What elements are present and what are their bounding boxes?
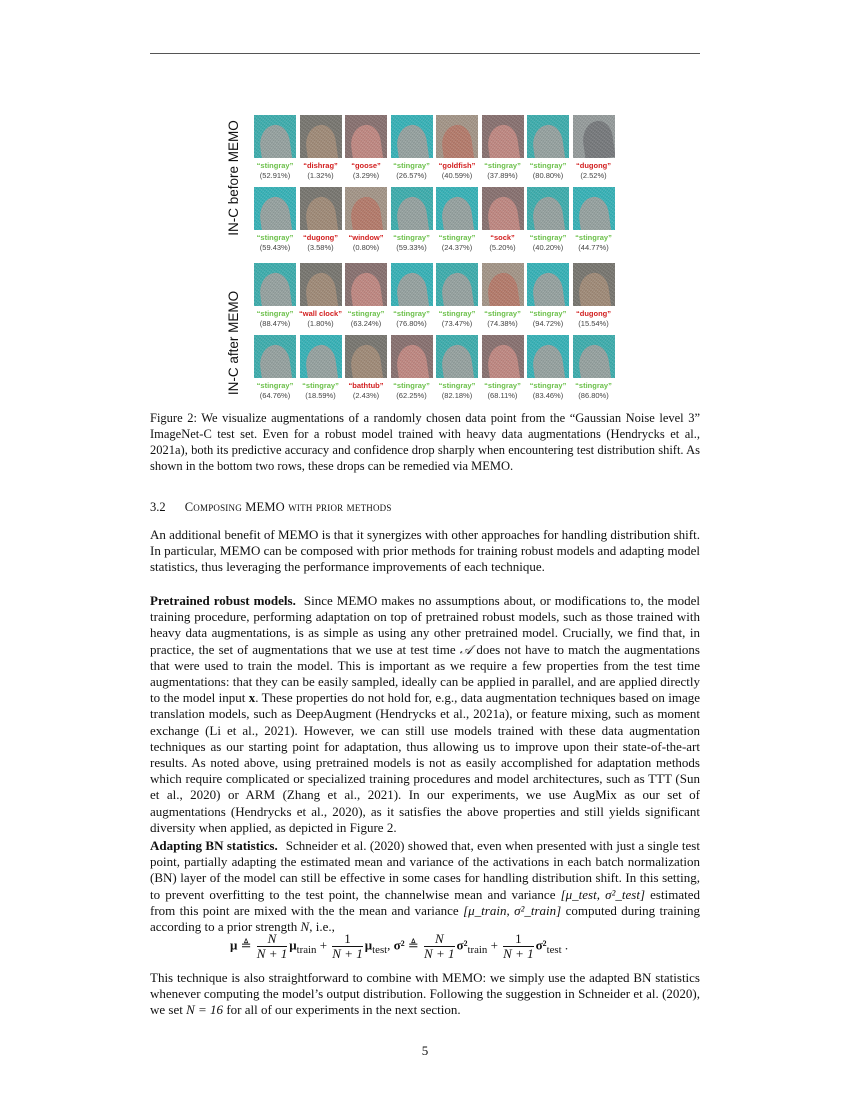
eq-frac [257,932,287,961]
prediction-label: “dugong” [303,233,338,242]
figure-caption: Figure 2: We visualize augmentations of a randomly chosen data point from the “Gaussian Noise level 3” ImageNet-C test set. Even for a robust model trained with heavy data augmentations (Hendrycks et al., 2021a), both its predictive accuracy and confidence drop sharply when encountering test distribution shift. As shown in the bottom two rows, these drops can be remedied via MEMO. [150,411,700,473]
gaussian-noise-overlay [345,335,387,378]
prediction-confidence: (83.46%) [532,391,564,400]
prediction-confidence: (64.76%) [259,391,291,400]
gaussian-noise-overlay [345,115,387,158]
prediction-confidence: (88.47%) [259,319,291,328]
eq-sigma2-test: σ² [535,937,547,953]
prediction-label: “stingray” [256,161,294,170]
augmented-image-thumbnail [391,335,433,378]
paragraph-pretrained [150,593,700,836]
augmented-image-thumbnail [436,115,478,158]
augmented-image-thumbnail [391,115,433,158]
eq-num: 1 [332,932,362,947]
eq-mu: μ [230,937,238,953]
gaussian-noise-overlay [573,187,615,230]
augmented-image-thumbnail [254,263,296,306]
prediction-label: “wall clock” [299,309,342,318]
prediction-label: “dugong” [576,309,611,318]
gaussian-noise-overlay [345,187,387,230]
eq-sub: test [372,944,388,957]
section-heading [150,500,392,515]
augmented-image-thumbnail [527,187,569,230]
augmentation-cell [391,115,433,187]
prediction-confidence: (73.47%) [441,319,473,328]
math-input-x: x [248,690,256,706]
augmented-image-thumbnail [573,187,615,230]
prediction-label: “sock” [490,233,515,242]
prediction-confidence: (59.33%) [396,243,427,252]
section-number: 3.2 [150,500,166,514]
prediction-confidence: (94.72%) [532,319,564,328]
augmentation-cell [300,335,342,407]
augmented-image-thumbnail [345,115,387,158]
augmentation-cell [345,263,387,335]
eq-mu-train: μ [289,937,297,953]
paragraph-bn [150,838,700,935]
prediction-confidence: (5.20%) [489,243,516,252]
augmented-image-thumbnail [573,335,615,378]
prediction-label: “window” [348,233,384,242]
eq-den: N + 1 [256,946,288,961]
grid-row [254,187,618,259]
gaussian-noise-overlay [254,335,296,378]
gaussian-noise-overlay [300,115,342,158]
augmentation-cell [345,335,387,407]
eq-frac [332,932,362,961]
gaussian-noise-overlay [482,335,524,378]
augmentation-cell [482,115,524,187]
prediction-label: “goldfish” [438,161,476,170]
prediction-label: “stingray” [529,233,567,242]
augmentation-cell [527,115,569,187]
text-span: Since MEMO makes no assumptions about, or modifications to, the model training procedure, performing adaptation on top of pretrained robust models, such as those trained with heavy data augmentations, is as simple as using any other pretrained model. Crucially, we find that, in practice, the set of augmentations that we use at test time [150,593,700,657]
prediction-confidence: (26.57%) [396,171,427,180]
prediction-label: “stingray” [529,381,567,390]
gaussian-noise-overlay [300,335,342,378]
augmented-image-thumbnail [391,187,433,230]
gaussian-noise-overlay [573,115,615,158]
augmented-image-thumbnail [300,187,342,230]
augmented-image-thumbnail [436,263,478,306]
eq-comma: , [387,937,391,953]
grid-row [254,263,618,335]
paragraph-combine [150,970,700,1019]
augmentation-cell [300,187,342,259]
eq-sigma2-train: σ² [456,937,468,953]
section-title: Composing MEMO with prior methods [184,500,392,514]
prediction-confidence: (3.29%) [352,171,380,180]
eq-den: N + 1 [503,946,534,961]
gaussian-noise-overlay [391,187,433,230]
text-span: does not have to match the augmentations that were used to train the model. This is important as we require a few properties from the test time augmentations: that they can be easily sampled, ideally can be applied in parallel, and are applied directly to the model input [150,641,700,706]
prediction-confidence: (44.77%) [578,243,609,252]
gaussian-noise-overlay [573,263,615,306]
augmentation-cell [391,263,433,335]
text-span: estimated from this point are mixed with the the mean and variance [150,886,700,918]
math-train-stats: [μ_train, σ²_train] [463,902,562,918]
text-span: for all of our experiments in the next section. [223,1002,461,1018]
figure-2 [225,112,625,402]
eq-frac [503,932,533,961]
prediction-label: “stingray” [347,309,385,318]
gaussian-noise-overlay [482,115,524,158]
augmentation-cell [300,263,342,335]
prediction-label: “stingray” [529,161,567,170]
gaussian-noise-overlay [391,263,433,306]
prediction-confidence: (52.91%) [259,171,291,180]
prediction-label: “stingray” [575,381,612,390]
augmented-image-thumbnail [300,335,342,378]
prediction-label: “stingray” [393,309,430,318]
augmentation-cell [300,115,342,187]
augmented-image-thumbnail [300,115,342,158]
prediction-label: “bathtub” [348,381,384,390]
eq-sub: test [546,944,562,957]
augmented-image-thumbnail [345,187,387,230]
prediction-confidence: (74.38%) [487,319,518,328]
augmentation-cell [482,263,524,335]
prediction-label: “stingray” [484,381,521,390]
eq-plus: + [319,937,328,953]
gaussian-noise-overlay [527,263,569,306]
gaussian-noise-overlay [527,187,569,230]
augmentation-cell [436,115,478,187]
prediction-confidence: (1.32%) [307,171,334,180]
eq-num: N [424,932,454,947]
prediction-confidence: (0.80%) [352,243,380,252]
augmentation-cell [482,187,524,259]
prediction-confidence: (40.20%) [532,243,564,252]
gaussian-noise-overlay [436,263,478,306]
augmentation-cell [527,187,569,259]
prediction-label: “stingray” [256,309,294,318]
augmentation-cell [391,335,433,407]
augmented-image-thumbnail [345,263,387,306]
prediction-confidence: (37.89%) [487,171,518,180]
prediction-confidence: (18.59%) [305,391,336,400]
prediction-label: “stingray” [529,309,567,318]
prediction-confidence: (2.52%) [580,171,607,180]
prediction-label: “stingray” [438,233,476,242]
augmentation-cell [436,263,478,335]
prediction-label: “stingray” [484,309,521,318]
gaussian-noise-overlay [436,187,478,230]
augmented-image-thumbnail [527,115,569,158]
gaussian-noise-overlay [300,263,342,306]
gaussian-noise-overlay [527,115,569,158]
augmented-image-thumbnail [254,187,296,230]
augmentation-cell [527,263,569,335]
eq-sub: train [467,944,488,957]
augmented-image-thumbnail [482,263,524,306]
prediction-label: “dishrag” [303,161,338,170]
prediction-confidence: (76.80%) [396,319,427,328]
prediction-label: “dugong” [576,161,611,170]
math-augmentation-set: 𝒜 [459,641,473,657]
eq-sigma2: σ² [393,937,405,953]
augmented-image-thumbnail [527,335,569,378]
augmented-image-thumbnail [527,263,569,306]
augmented-image-thumbnail [254,335,296,378]
page-number: 5 [421,1043,429,1058]
eq-frac [424,932,454,961]
text-span: computed during training according to a prior strength [150,902,700,935]
prediction-confidence: (68.11%) [487,391,518,400]
augmentation-cell [345,115,387,187]
gaussian-noise-overlay [482,187,524,230]
prediction-confidence: (86.80%) [578,391,609,400]
prediction-label: “stingray” [302,381,339,390]
augmented-image-thumbnail [436,335,478,378]
prediction-confidence: (59.43%) [259,243,291,252]
gaussian-noise-overlay [482,263,524,306]
prediction-label: “stingray” [438,309,476,318]
grid-row [254,335,618,407]
augmentation-cell [527,335,569,407]
prediction-label: “stingray” [575,233,612,242]
text-span: Schneider et al. (2020) showed that, even when presented with just a single test point, partially adapting the estimated mean and variance of the activations in each batch normalization (BN) layer of the model can still be effective in some cases for handling distribution shift. In this setting, to prevent overfitting to the test point, the channelwise mean and variance [150,838,700,902]
augmented-image-thumbnail [573,263,615,306]
prediction-confidence: (80.80%) [532,171,564,180]
eq-plus: + [490,937,498,953]
augmented-image-thumbnail [482,335,524,378]
augmentation-cell [573,263,615,335]
augmented-image-thumbnail [482,115,524,158]
gaussian-noise-overlay [254,263,296,306]
augmented-image-thumbnail [254,115,296,158]
math-test-stats: [μ_test, σ²_test] [560,886,646,902]
gaussian-noise-overlay [573,335,615,378]
eq-mu-test: μ [364,937,373,953]
prediction-confidence: (3.58%) [307,243,334,252]
augmented-image-thumbnail [345,335,387,378]
prediction-label: “stingray” [484,161,521,170]
prediction-label: “goose” [351,161,381,170]
prediction-label: “stingray” [393,233,430,242]
augmentation-cell [573,115,615,187]
gaussian-noise-overlay [254,187,296,230]
grid-row [254,115,618,187]
bn-mixing-equation [230,932,620,966]
gaussian-noise-overlay [300,187,342,230]
prediction-confidence: (2.43%) [352,391,380,400]
eq-num: N [257,932,287,947]
math-N: N [300,919,310,935]
prediction-label: “stingray” [393,161,430,170]
text-span: . These properties do not hold for, e.g., data augmentation techniques based on image translation models, such as DeepAugment (Hendrycks et al., 2021a), or feature mixing, such as moment exchange (Li et al., 2021). However, we can still use models trained with these data augmentation techniques as our starting point for adaptation, thus allowing us to improve upon their state-of-the-art results. As noted above, using pretrained models is not as easily accomplished for adaptation methods which require complicated or specialized training procedures and model architectures, such as TTT (Sun et al., 2020) or ARM (Zhang et al., 2021). In our experiments, we use AugMix as our set of augmentations (Hendrycks et al., 2020), as it satisfies the above properties and still yields significant diversity when applied, as depicted in Figure 2. [150,690,700,835]
prediction-label: “stingray” [256,233,294,242]
augmentation-cell [254,335,296,407]
eq-sub: train [296,944,317,957]
side-label-before: IN-C before MEMO [226,120,241,236]
augmentation-cell [345,187,387,259]
augmented-image-thumbnail [391,263,433,306]
augmentation-cell [436,187,478,259]
gaussian-noise-overlay [436,335,478,378]
augmented-image-thumbnail [436,187,478,230]
prediction-confidence: (15.54%) [578,319,609,328]
text-span: This technique is also straightforward to combine with MEMO: we simply use the adapted BN statistics whenever computing the model’s output distribution. Following the suggestion in Schneider et al. (2020), we set [150,970,700,1018]
gaussian-noise-overlay [391,335,433,378]
gaussian-noise-overlay [254,115,296,158]
run-in-heading-pretrained: Pretrained robust models. [150,593,296,608]
prediction-confidence: (40.59%) [441,171,473,180]
prediction-confidence: (63.24%) [350,319,382,328]
paragraph-intro: An additional benefit of MEMO is that it synergizes with other approaches for handling distribution shift. In particular, MEMO can be composed with prior methods for training robust models and adapting model statistics, thus leveraging the performance improvements of each technique. [150,527,700,575]
augmentation-cell [391,187,433,259]
eq-den: N + 1 [424,946,455,961]
prediction-confidence: (24.37%) [441,243,473,252]
augmentation-cell [573,187,615,259]
header-rule [150,53,700,54]
gaussian-noise-overlay [391,115,433,158]
prediction-confidence: (1.80%) [307,319,334,328]
augmented-image-thumbnail [482,187,524,230]
eq-defeq: ≜ [407,937,419,953]
prediction-label: “stingray” [438,381,476,390]
side-label-after: IN-C after MEMO [226,290,241,396]
augmentation-cell [482,335,524,407]
augmented-image-thumbnail [300,263,342,306]
gaussian-noise-overlay [527,335,569,378]
augmentation-cell [254,263,296,335]
prediction-label: “stingray” [393,381,430,390]
eq-defeq: ≜ [240,937,252,953]
prediction-confidence: (62.25%) [396,391,427,400]
run-in-heading-bn: Adapting BN statistics. [150,838,278,853]
prediction-confidence: (82.18%) [441,391,473,400]
eq-num: 1 [503,932,533,947]
augmentation-cell [436,335,478,407]
augmentation-cell [254,115,296,187]
eq-period: . [564,937,569,953]
eq-den: N + 1 [332,946,363,961]
gaussian-noise-overlay [345,263,387,306]
augmentation-cell [573,335,615,407]
math-N-value: N = 16 [186,1002,224,1018]
augmentation-cell [254,187,296,259]
gaussian-noise-overlay [436,115,478,158]
prediction-label: “stingray” [256,381,294,390]
text-span: , i.e., [309,919,335,935]
augmented-image-thumbnail [573,115,615,158]
